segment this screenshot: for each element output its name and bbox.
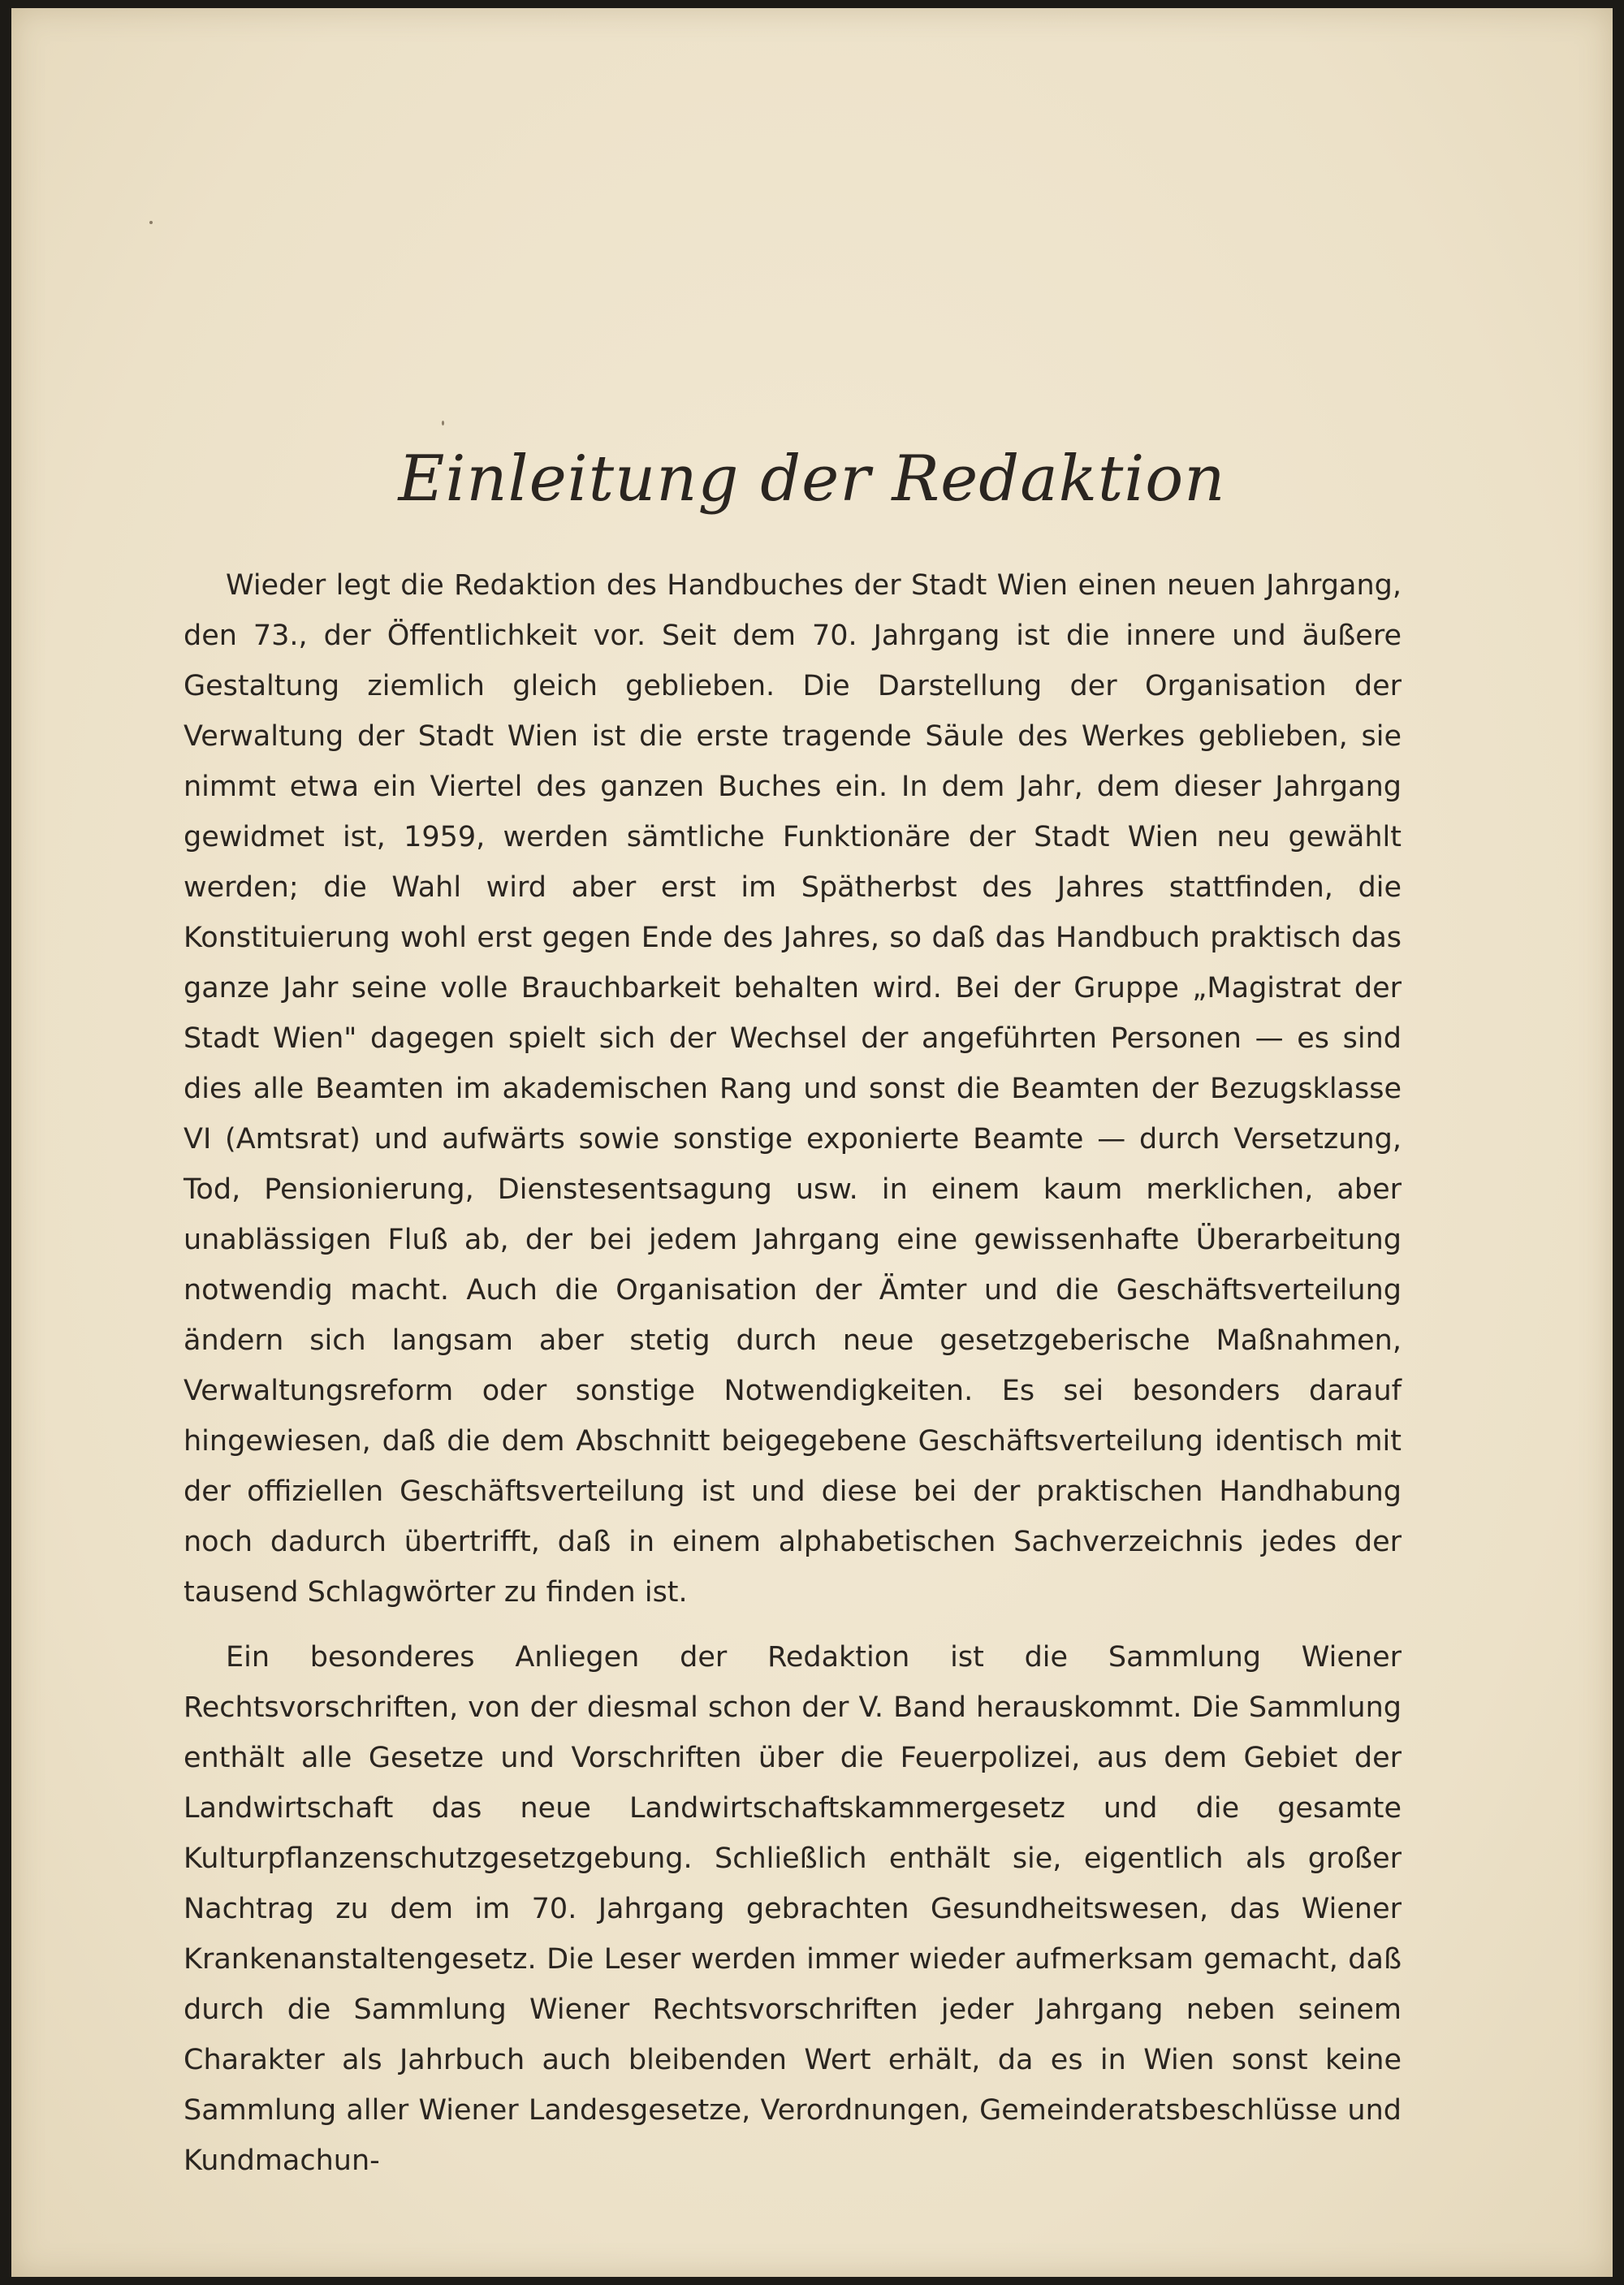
body-text <box>184 560 1402 2201</box>
scanned-page <box>11 8 1613 2277</box>
paper-speck <box>149 221 153 224</box>
paragraph: Ein besonderes Anliegen der Redaktion ist die Sammlung Wiener Rechtsvorschriften, von der diesmal schon der V. Band herauskommt. Die Sammlung enthält alle Gesetze und Vorschriften über die Feuerpolizei, aus dem Gebiet der Landwirtschaft das neue Landwirtschaftskammergesetz und die gesamte Kulturpflanzenschutzgesetzgebung. Schließlich enthält sie, eigentlich als großer Nachtrag zu dem im 70. Jahrgang gebrachten Gesundheitswesen, das Wiener Krankenanstaltengesetz. Die Leser werden immer wieder aufmerksam gemacht, daß durch die Sammlung Wiener Rechtsvorschriften jeder Jahrgang neben seinem Charakter als Jahrbuch auch bleibenden Wert erhält, da es in Wien sonst keine Sammlung aller Wiener Landesgesetze, Verordnungen, Gemeinderatsbeschlüsse und Kundmachun- <box>184 1641 1402 2177</box>
page-title: Einleitung der Redaktion <box>398 443 1226 516</box>
paragraph: Wieder legt die Redaktion des Handbuches der Stadt Wien einen neuen Jahrgang, den 73., der Öffentlichkeit vor. Seit dem 70. Jahrgang ist die innere und äußere Gestaltung ziemlich gleich geblieben. Die Darstellung der Organisation der Verwaltung der Stadt Wien ist die erste tragende Säule des Werkes geblieben, sie nimmt etwa ein Viertel des ganzen Buches ein. In dem Jahr, dem dieser Jahrgang gewidmet ist, 1959, werden sämtliche Funktionäre der Stadt Wien neu gewählt werden; die Wahl wird aber erst im Spätherbst des Jahres stattfinden, die Konstituierung wohl erst gegen Ende des Jahres, so daß das Handbuch praktisch das ganze Jahr seine volle Brauchbarkeit behalten wird. Bei der Gruppe „Magistrat der Stadt Wien" dagegen spielt sich der Wechsel der angeführten Personen — es sind dies alle Beamten im akademischen Rang und sonst die Beamten der Bezugsklasse VI (Amtsrat) und aufwärts sowie sonstige exponierte Beamte — durch Versetzung, Tod, Pensionierung, Dienstesentsagung usw. in einem kaum merklichen, aber unablässigen Fluß ab, der bei jedem Jahrgang eine gewissenhafte Überarbeitung notwendig macht. Auch die Organisation der Ämter und die Geschäftsverteilung ändern sich langsam aber stetig durch neue gesetzgeberische Maßnahmen, Verwaltungsreform oder sonstige Notwendigkeiten. Es sei besonders darauf hingewiesen, daß die dem Abschnitt beigegebene Geschäftsverteilung identisch mit der offiziellen Geschäftsverteilung ist und diese bei der praktischen Handhabung noch dadurch übertrifft, daß in einem alphabetischen Sachverzeichnis jedes der tausend Schlagwörter zu finden ist. <box>184 569 1402 1609</box>
paper-speck <box>442 421 444 425</box>
